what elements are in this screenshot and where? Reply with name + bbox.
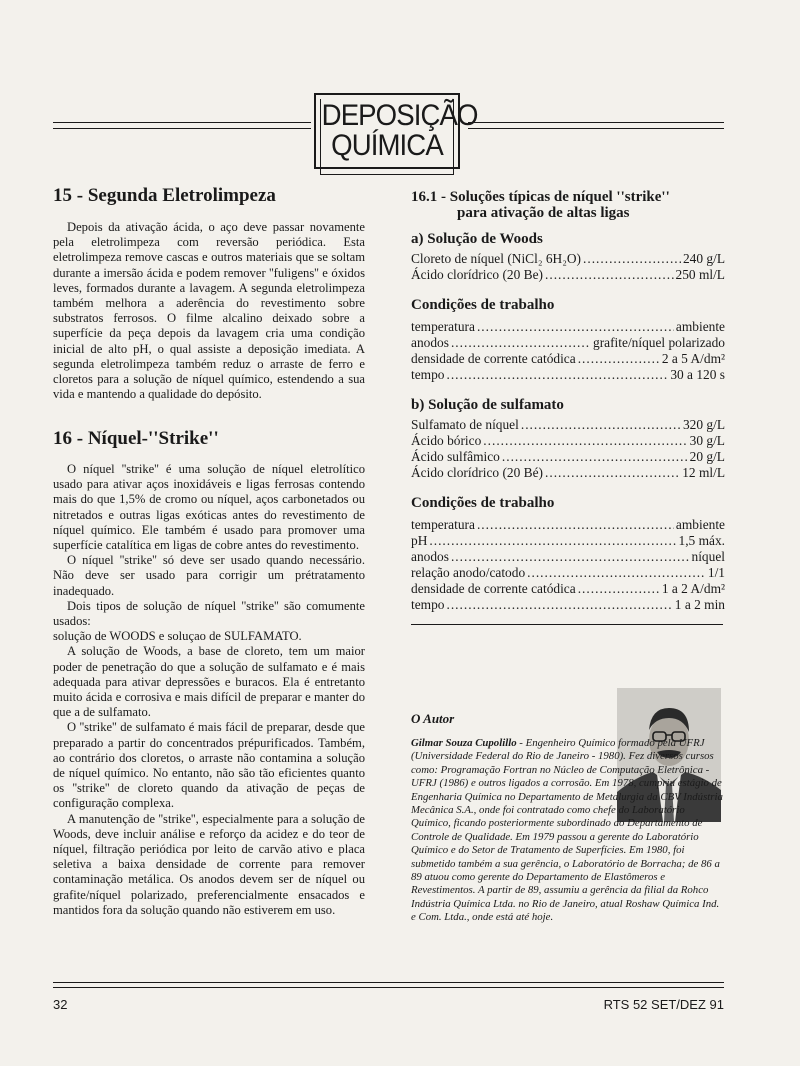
working-condition-b-label: temperatura <box>411 517 475 532</box>
working-condition-b-row <box>411 581 725 597</box>
working-condition-b-row <box>411 597 725 613</box>
sulfamate-composition-label: Ácido sulfâmico <box>411 449 500 464</box>
sulfamate-composition-value: 12 ml/L <box>682 465 725 480</box>
sulfamate-composition-row <box>411 449 725 465</box>
woods-composition-label: Ácido clorídrico (20 Be) <box>411 267 544 282</box>
section-16-heading: 16 - Níquel-''Strike'' <box>53 428 219 449</box>
working-condition-b-value: níquel <box>691 549 725 564</box>
working-conditions-list-a <box>411 319 725 383</box>
working-condition-b-row <box>411 565 725 581</box>
working-condition-b-label: relação anodo/catodo <box>411 565 526 580</box>
sulfamate-composition-row <box>411 465 725 481</box>
working-condition-b-row <box>411 517 725 533</box>
sulfamate-composition-label: Ácido bórico <box>411 433 482 448</box>
sulfamate-solution-heading: b) Solução de sulfamato <box>411 397 564 413</box>
working-condition-a-leader-dots <box>446 367 668 383</box>
working-condition-b-label: pH <box>411 533 428 548</box>
header-title-line1: DEPOSIÇÃO <box>321 99 478 132</box>
sulfamate-composition-row <box>411 433 725 449</box>
footer-rule-1 <box>53 982 724 983</box>
author-name: Gilmar Souza Cupolillo <box>411 737 517 749</box>
working-condition-b-label: anodos <box>411 549 449 564</box>
working-conditions-list-b <box>411 517 725 613</box>
working-condition-b-leader-dots <box>446 597 672 613</box>
working-condition-a-value: 30 a 120 s <box>670 367 725 382</box>
page-number: 32 <box>53 997 68 1012</box>
section-16-paragraph-6: A manutenção de ''strike'', especialmente para a solução de Woods, deve incluir análise e reforço da acidez e do teor de níquel, filtração periódica por leito de carvão ativo e placa seletiva a baixa densidade de corrente para remover contaminação metálica. Os anodos devem ser de níquel ou grafite/níquel polarizado, preferencialmente ensacados e mantidos fora da solução quando não estiverem em uso. <box>53 811 365 917</box>
working-condition-a-leader-dots <box>578 351 660 367</box>
section-16-paragraph-3b: solução de WOODS e soluçao de SULFAMATO. <box>53 629 302 644</box>
author-separator-rule <box>411 624 723 625</box>
working-condition-b-label: tempo <box>411 597 445 612</box>
header-rule-left-1 <box>53 122 311 123</box>
sulfamate-composition-leader-dots <box>545 465 680 481</box>
section-15-heading: 15 - Segunda Eletrolimpeza <box>53 185 276 206</box>
issue-label: RTS 52 SET/DEZ 91 <box>603 997 724 1012</box>
section-16-1-title-line1: 16.1 - Soluções típicas de níquel ''strike'' <box>411 189 670 205</box>
sulfamate-composition-leader-dots <box>502 449 688 465</box>
working-condition-b-leader-dots <box>578 581 660 597</box>
footer-rule-2 <box>53 987 724 988</box>
sulfamate-composition-value: 20 g/L <box>689 449 725 464</box>
header-title-line2: QUÍMICA <box>331 129 443 162</box>
working-condition-b-label: densidade de corrente catódica <box>411 581 576 596</box>
woods-composition-row <box>411 267 725 283</box>
section-16-paragraph-5: O ''strike'' de sulfamato é mais fácil de preparar, desde que preparado a partir do concentrados prépurificados. Também, ao contrário dos cloretos, o arraste não contamina a solução de níquel químico. No entanto, não são tão eficientes quanto os ''strike'' de cloreto quando da ativação de peças de configuração complexa. <box>53 720 365 811</box>
woods-solution-heading: a) Solução de Woods <box>411 231 543 247</box>
sulfamate-composition-value: 320 g/L <box>682 417 725 432</box>
working-condition-a-row <box>411 351 725 367</box>
woods-composition-label: Cloreto de níquel (NiCl₂ 6H₂O) <box>411 251 581 266</box>
working-condition-a-row <box>411 367 725 383</box>
working-condition-a-row <box>411 319 725 335</box>
working-condition-b-leader-dots <box>477 517 674 533</box>
working-condition-b-value: 1,5 máx. <box>678 533 725 548</box>
working-condition-a-leader-dots <box>451 335 591 351</box>
header-rule-left-2 <box>53 128 311 129</box>
working-condition-b-leader-dots <box>527 565 706 581</box>
working-condition-a-value: 2 a 5 A/dm² <box>661 351 725 366</box>
working-condition-a-label: anodos <box>411 335 449 350</box>
section-15-paragraph: Depois da ativação ácida, o aço deve passar novamente pela eletrolimpeza com reversão periódica. Esta eletrolimpeza remove cascas e outros materiais que se soltam durante a imersão ácida e podem remover ''fuligens'' e óxidos leves, formados durante a lavagem. A segunda eletrolimpeza também melhora a aderência do revestimento sobre substratos ferrosos. O filme alcalino deixado sobre a superfície da peça depois da lavagem cria uma condição inicial de alto pH, o qual assiste a deposição imediata. A segunda eletrolimpeza também reduz o arraste de ferro e cloretos para a solução de níquel químico, estendendo a sua vida e mantendo a qualidade do depósito. <box>53 220 365 402</box>
sulfamate-composition-list <box>411 417 725 481</box>
woods-composition-value: 240 g/L <box>682 251 725 266</box>
author-heading: O Autor <box>411 711 455 726</box>
working-condition-b-value: 1/1 <box>707 565 725 580</box>
working-condition-b-value: ambiente <box>675 517 725 532</box>
section-16-body <box>53 462 365 918</box>
sulfamate-composition-row <box>411 417 725 433</box>
working-conditions-heading-a: Condições de trabalho <box>411 297 555 313</box>
working-condition-a-label: tempo <box>411 367 445 382</box>
sulfamate-composition-value: 30 g/L <box>689 433 725 448</box>
woods-composition-value: 250 ml/L <box>675 267 725 282</box>
section-16-paragraph-1: O níquel ''strike'' é uma solução de níquel eletrolítico usado para ativar aços inoxidáveis e ligas ferrosas contendo mais do que 1,5% de cromo ou níquel, aços carbonetados ou nitretados e outras ligas exóticas antes do revestimento de níquel químico. Ele também é usado para promover uma superfície catalítica em ligas de cobre antes do revestimento. <box>53 462 365 553</box>
woods-composition-row <box>411 251 725 267</box>
woods-composition-list <box>411 251 725 283</box>
section-16-paragraph-3: Dois tipos de solução de níquel ''strike'' são comumente usados: <box>53 598 365 629</box>
working-condition-b-value: 1 a 2 min <box>674 597 725 612</box>
author-bio-text: - Engenheiro Químico formado pela UFRJ (Universidade Federal do Rio de Janeiro - 1980). Fez diversos cursos como: Programação Fortran no Núcleo de Computação Eletrônica - UFRJ (1986) e outros ligados a corrosão. Em 1978, cumpriu estágio de Engenharia Química no Departamento de Metalurgia da CBV Indústria Mecânica S.A., onde foi contratado como chefe do Laboratório Químico, ficando posteriormente subordinado ao Departamento de Controle de Qualidade. Em 1979 passou a gerente do Laboratório Químico e do Setor de Tratamento de Superfícies. Em 1980, foi submetido também a sua gerência, o Laboratório de Borracha; de 86 a 89 atuou como gerente do Departamento de Elastômeros e Revestimentos. A partir de 89, assumiu a gerência da filial da Rohco Indústria Química Ltda. no Rio de Janeiro, atual Roshaw Química Ind. e Com. Ltda., onde está até hoje. <box>411 737 723 924</box>
working-condition-b-row <box>411 549 725 565</box>
working-condition-b-leader-dots <box>451 549 690 565</box>
section-16-1-title-line2: para ativação de altas ligas <box>457 205 630 221</box>
header-rule-right-1 <box>468 122 724 123</box>
sulfamate-composition-label: Sulfamato de níquel <box>411 417 519 432</box>
working-condition-a-leader-dots <box>477 319 674 335</box>
working-conditions-heading-b: Condições de trabalho <box>411 495 555 511</box>
woods-composition-leader-dots <box>545 267 674 283</box>
working-condition-b-row <box>411 533 725 549</box>
working-condition-a-value: ambiente <box>675 319 725 334</box>
working-condition-a-label: densidade de corrente catódica <box>411 351 576 366</box>
working-condition-b-leader-dots <box>429 533 676 549</box>
working-condition-b-value: 1 a 2 A/dm² <box>661 581 725 596</box>
section-header-box <box>314 93 478 169</box>
working-condition-a-row <box>411 335 725 351</box>
author-bio <box>411 737 723 925</box>
sulfamate-composition-leader-dots <box>483 433 687 449</box>
section-15-body <box>53 220 365 402</box>
section-16-1 <box>411 189 725 613</box>
sulfamate-composition-label: Ácido clorídrico (20 Bé) <box>411 465 544 480</box>
section-16-paragraph-4: A solução de Woods, a base de cloreto, tem um maior poder de penetração do que a solução de sulfamato e é mais adequada para ativar depressões e buracos. Ela é entretanto muito ácida e corrosiva e mais difícil de preparar e manter do que a de sulfamato. <box>53 644 365 720</box>
header-rule-right-2 <box>468 128 724 129</box>
working-condition-a-value: grafite/níquel polarizado <box>593 335 725 350</box>
working-condition-a-label: temperatura <box>411 319 475 334</box>
sulfamate-composition-leader-dots <box>521 417 681 433</box>
section-16-paragraph-2: O níquel ''strike'' só deve ser usado quando necessário. Não deve ser usado para corrigir um prétratamento inadequado. <box>53 553 365 598</box>
woods-composition-leader-dots <box>583 251 681 267</box>
